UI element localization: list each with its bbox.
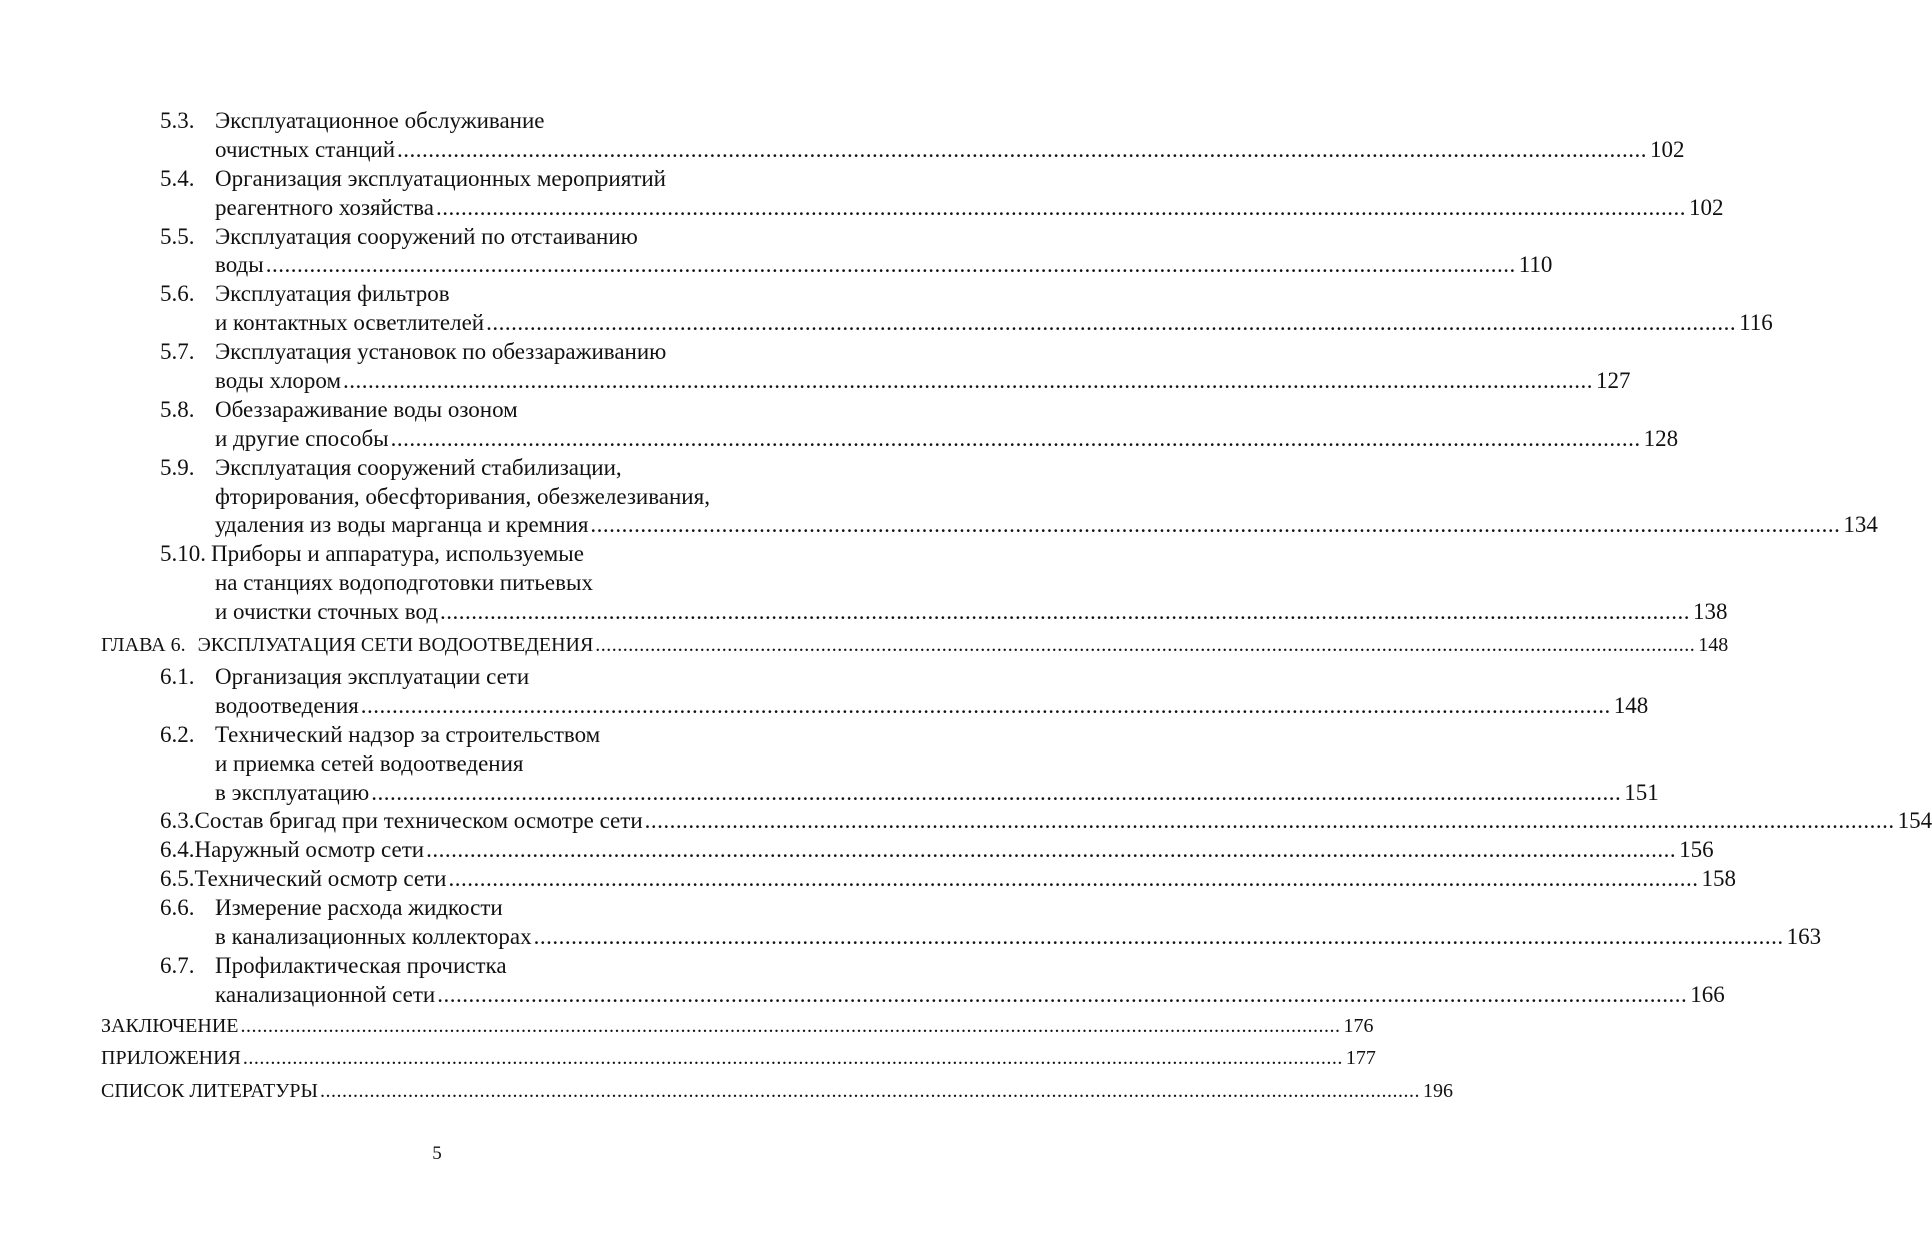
toc-line — [0, 721, 874, 750]
toc-page-number: 151 — [1624, 779, 1659, 805]
toc-page-number: 176 — [1343, 1014, 1374, 1037]
toc-line — [0, 425, 1679, 454]
toc-title-text: воды хлором — [215, 368, 342, 394]
toc-number: 6.7. — [160, 952, 195, 978]
toc-title-text: и другие способы — [215, 425, 389, 451]
toc-title-text: и приемка сетей водоотведения — [215, 750, 524, 776]
toc-chapter-entry[interactable] — [0, 627, 1729, 663]
toc-section-entry[interactable] — [0, 223, 1553, 281]
toc-number: 5.8. — [160, 396, 195, 422]
toc-line — [0, 569, 874, 598]
toc-title-text: Наружный осмотр сети — [194, 837, 425, 863]
toc-section-entry[interactable] — [0, 165, 1724, 223]
toc-title-text: очистных станций — [215, 136, 396, 162]
toc-line — [0, 1075, 1453, 1108]
toc-section-entry[interactable] — [0, 338, 1631, 396]
toc-title-text: и контактных осветлителей — [215, 310, 485, 336]
toc-line — [0, 894, 874, 923]
toc-line — [0, 309, 1773, 338]
toc-page-number: 102 — [1688, 194, 1724, 220]
toc-line — [0, 251, 1553, 280]
toc-page-number: 163 — [1786, 924, 1822, 950]
toc-line — [0, 540, 874, 569]
dot-leader: ........................................................................................................................................................................................................ — [435, 194, 1686, 220]
toc-title-text: Измерение расхода жидкости — [215, 895, 503, 921]
dot-leader: ........................................................................................................................................................................................................ — [644, 808, 1895, 834]
toc-line — [0, 807, 1932, 836]
toc-chapter-entry[interactable] — [0, 1042, 1376, 1075]
dot-leader: ........................................................................................................................................................................................................ — [390, 425, 1641, 451]
toc-page-number: 134 — [1843, 512, 1878, 538]
dot-leader: ........................................................................................................................................................................................................ — [533, 924, 1784, 950]
toc-section-entry[interactable] — [0, 807, 1932, 836]
toc-number: 5.10. — [160, 541, 206, 567]
toc-page-number: 177 — [1345, 1047, 1376, 1070]
dot-leader: ........................................................................................................................................................................................................ — [360, 692, 1611, 718]
toc-line — [0, 1010, 1374, 1043]
toc-section-entry[interactable] — [0, 396, 1679, 454]
toc-section-entry[interactable] — [0, 865, 1736, 894]
toc-line — [0, 136, 1685, 165]
toc-line — [0, 627, 1729, 663]
dot-leader: ........................................................................................................................................................................................................ — [426, 837, 1677, 863]
toc-line — [0, 779, 1659, 808]
toc-line — [0, 338, 874, 367]
dot-leader: ........................................................................................................................................................................................................ — [486, 310, 1737, 336]
table-of-contents — [0, 107, 1932, 1107]
toc-page-number: 148 — [1698, 634, 1729, 657]
toc-line — [0, 836, 1714, 865]
toc-title-text: Организация эксплуатационных мероприятий — [215, 165, 666, 191]
toc-number: 6.2. — [160, 721, 195, 747]
toc-line — [0, 952, 874, 981]
dot-leader: ........................................................................................................................................................................................................ — [242, 1047, 1343, 1070]
toc-title-text: Обеззараживание воды озоном — [215, 396, 518, 422]
toc-line — [0, 396, 874, 425]
toc-page-number: 102 — [1650, 136, 1685, 162]
toc-title-text: Организация эксплуатации сети — [215, 664, 530, 690]
toc-line — [0, 923, 1822, 952]
dot-leader: ........................................................................................................................................................................................................ — [265, 252, 1516, 278]
toc-title-text: водоотведения — [215, 692, 359, 718]
toc-title-text: СПИСОК ЛИТЕРАТУРЫ — [101, 1079, 318, 1102]
toc-page-number: 116 — [1739, 310, 1773, 336]
toc-title-text: в эксплуатацию — [215, 779, 370, 805]
toc-number: 6.1. — [160, 664, 195, 690]
toc-title-text: Технический надзор за строительством — [215, 721, 601, 747]
dot-leader: ........................................................................................................................................................................................................ — [319, 1079, 1420, 1102]
dot-leader: ........................................................................................................................................................................................................ — [595, 634, 1696, 657]
toc-title-text: ЗАКЛЮЧЕНИЕ — [101, 1014, 239, 1037]
toc-page-number: 127 — [1596, 368, 1631, 394]
toc-title-text: Эксплуатация установок по обеззараживанию — [215, 339, 667, 365]
dot-leader: ........................................................................................................................................................................................................ — [448, 866, 1699, 892]
page-number: 5 — [432, 1143, 442, 1164]
toc-section-entry[interactable] — [0, 107, 1685, 165]
toc-title-text: ПРИЛОЖЕНИЯ — [101, 1047, 241, 1070]
toc-line — [0, 511, 1878, 540]
toc-line — [0, 663, 874, 692]
dot-leader: ........................................................................................................................................................................................................ — [440, 599, 1691, 625]
toc-title-text: реагентного хозяйства — [215, 194, 434, 220]
toc-line — [0, 454, 874, 483]
toc-title-text: фторирования, обесфторивания, обезжелезивания, — [215, 483, 710, 509]
toc-number: 6.5. — [160, 866, 195, 892]
toc-section-entry[interactable] — [0, 280, 1773, 338]
toc-page-number: 148 — [1613, 692, 1649, 718]
toc-page-number: 138 — [1693, 599, 1728, 625]
toc-number: 5.9. — [160, 454, 195, 480]
dot-leader: ........................................................................................................................................................................................................ — [371, 779, 1622, 805]
toc-line — [0, 865, 1736, 894]
dot-leader: ........................................................................................................................................................................................................ — [397, 136, 1648, 162]
toc-page-number: 154 — [1897, 808, 1932, 834]
toc-page-number: 166 — [1690, 981, 1725, 1007]
toc-page-number: 156 — [1679, 837, 1714, 863]
toc-chapter-entry[interactable] — [0, 1010, 1374, 1043]
toc-number: 5.5. — [160, 223, 195, 249]
toc-title-text: Эксплуатация фильтров — [215, 281, 450, 307]
toc-title-text: Эксплуатация сооружений по отстаиванию — [215, 223, 638, 249]
toc-title-text: удаления из воды марганца и кремния — [215, 512, 589, 538]
toc-page-number: 110 — [1518, 252, 1553, 278]
toc-line — [0, 483, 874, 512]
toc-page-number: 128 — [1643, 425, 1679, 451]
dot-leader: ........................................................................................................................................................................................................ — [437, 981, 1688, 1007]
toc-line — [0, 981, 1725, 1010]
toc-line — [0, 598, 1728, 627]
toc-title-text: в канализационных коллекторах — [215, 924, 532, 950]
toc-section-entry[interactable] — [0, 894, 1822, 952]
toc-chapter-entry[interactable] — [0, 1075, 1453, 1108]
toc-title-text: Технический осмотр сети — [194, 866, 447, 892]
toc-number: 5.6. — [160, 281, 195, 307]
toc-line — [0, 692, 1649, 721]
toc-number: 5.4. — [160, 165, 195, 191]
toc-section-entry[interactable] — [0, 952, 1725, 1010]
toc-title-text: Эксплуатационное обслуживание — [215, 108, 545, 133]
toc-number: 6.4. — [160, 837, 195, 863]
toc-section-entry[interactable] — [0, 540, 1728, 627]
toc-page-number: 158 — [1701, 866, 1736, 892]
dot-leader: ........................................................................................................................................................................................................ — [590, 512, 1841, 538]
toc-title-text: Приборы и аппаратура, используемые — [211, 541, 584, 567]
toc-title-text: Профилактическая прочистка — [215, 952, 507, 978]
dot-leader: ........................................................................................................................................................................................................ — [343, 368, 1594, 394]
toc-section-entry[interactable] — [0, 663, 1649, 721]
toc-number: ГЛАВА 6. — [101, 634, 186, 657]
toc-section-entry[interactable] — [0, 836, 1714, 865]
toc-title-text: и очистки сточных вод — [215, 599, 439, 625]
toc-line — [0, 223, 874, 252]
toc-line — [0, 194, 1724, 223]
toc-title-text: на станциях водоподготовки питьевых — [215, 570, 593, 596]
toc-line — [0, 1042, 1376, 1075]
toc-title-text: ЭКСПЛУАТАЦИЯ СЕТИ ВОДООТВЕДЕНИЯ — [197, 634, 594, 657]
dot-leader: ........................................................................................................................................................................................................ — [240, 1014, 1341, 1037]
toc-number: 5.7. — [160, 339, 195, 365]
toc-section-entry[interactable] — [0, 454, 1878, 541]
toc-number: 6.3. — [160, 808, 195, 834]
toc-page-number: 196 — [1422, 1079, 1453, 1102]
toc-section-entry[interactable] — [0, 721, 1659, 808]
toc-line — [0, 107, 874, 136]
toc-line — [0, 165, 874, 194]
toc-title-text: Эксплуатация сооружений стабилизации, — [215, 454, 622, 480]
toc-line — [0, 367, 1631, 396]
toc-number: 6.6. — [160, 895, 195, 921]
toc-title-text: воды — [215, 252, 264, 278]
toc-line — [0, 750, 874, 779]
toc-title-text: Состав бригад при техническом осмотре сети — [194, 808, 643, 834]
toc-number: 5.3. — [160, 108, 195, 133]
toc-line — [0, 280, 874, 309]
toc-title-text: канализационной сети — [215, 981, 436, 1007]
